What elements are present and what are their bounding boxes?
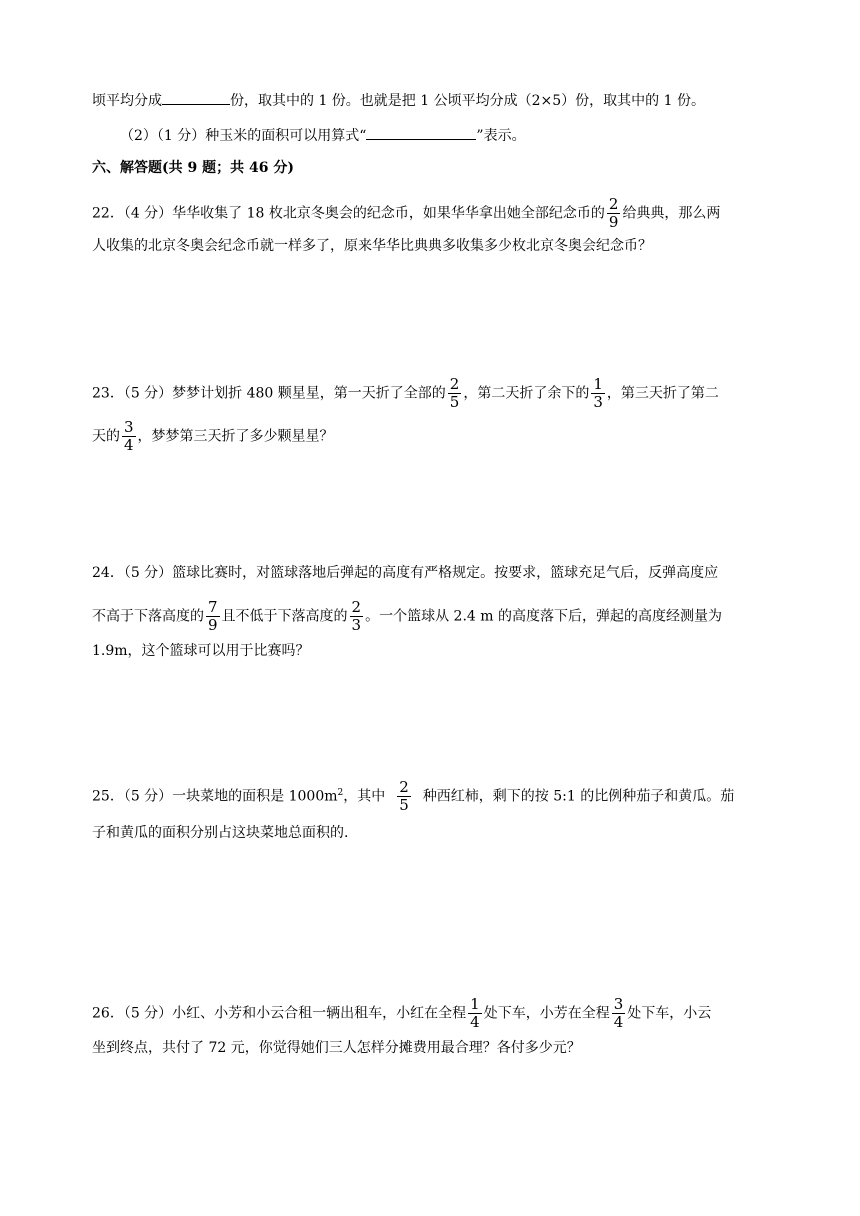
fraction-denominator: 9	[608, 213, 619, 231]
fraction	[206, 599, 220, 634]
fraction	[612, 996, 626, 1031]
q22-line1	[92, 196, 720, 231]
fraction-numerator: 3	[613, 995, 624, 1013]
q23-text-c: ，第三天折了第二	[606, 385, 719, 402]
q26-text-c: 处下车，小云	[627, 1005, 712, 1022]
q26-line2: 坐到终点，共付了 72 元，你觉得她们三人怎样分摊费用最合理？各付多少元？	[92, 1040, 581, 1056]
q24-line1: 24．（5 分）篮球比赛时，对篮球落地后弹起的高度有严格规定。按要求，篮球充足气后，反弹高度应	[92, 565, 719, 581]
fraction-numerator: 3	[124, 418, 134, 436]
answer-blank[interactable]	[162, 90, 230, 105]
fraction-numerator: 1	[593, 375, 603, 393]
q25-text-c: 种西红柿，剩下的按 5:1 的比例种茄子和黄瓜。茄	[422, 788, 735, 805]
fraction-denominator: 4	[470, 1013, 480, 1031]
fraction-numerator: 2	[449, 375, 460, 393]
q21-part2-text-b: ”表示。	[476, 128, 526, 144]
fraction-denominator: 5	[449, 393, 460, 411]
fraction-denominator: 4	[613, 1013, 624, 1031]
q23-text-d: 天的	[92, 428, 120, 445]
fraction-numerator: 1	[470, 995, 480, 1013]
q21-text-b: 份，取其中的 1 份。也就是把 1 公顷平均分成（2×5）份，取其中的 1 份。	[230, 93, 705, 109]
q25-text-a: 25．（5 分）一块菜地的面积是 1000m	[92, 788, 338, 805]
superscript: 2	[337, 787, 344, 798]
fraction-denominator: 4	[124, 436, 134, 454]
fraction	[468, 996, 482, 1031]
q22-text-a: 22．（4 分）华华收集了 18 枚北京冬奥会的纪念币，如果华华拿出她全部纪念币的	[92, 205, 605, 222]
fraction-numerator: 7	[208, 598, 218, 616]
section-title: 六、解答题(共 9 题；共 46 分)	[92, 160, 294, 176]
fraction	[448, 376, 462, 411]
q21-part2	[120, 125, 526, 146]
q24-text-c: 。一个篮球从 2.4 m 的高度落下后，弹起的高度经测量为	[365, 608, 722, 625]
fraction	[607, 196, 621, 231]
fraction	[122, 419, 136, 454]
fraction	[350, 599, 364, 634]
answer-blank[interactable]	[366, 125, 476, 140]
q21-line1	[92, 90, 705, 111]
q24-text-b: 且不低于下落高度的	[221, 608, 348, 625]
q25-line2: 子和黄瓜的面积分别占这块菜地总面积的.	[92, 825, 349, 841]
q23-text-e: ，梦梦第三天折了多少颗星星？	[137, 428, 334, 445]
fraction-denominator: 9	[208, 616, 218, 634]
fraction-numerator: 2	[351, 598, 362, 616]
q24-line3: 1.9m，这个篮球可以用于比赛吗？	[92, 643, 310, 659]
q23-text-a: 23．（5 分）梦梦计划折 480 颗星星，第一天折了全部的	[92, 385, 446, 402]
q25-text-b: ，其中	[343, 788, 386, 805]
q24-line2	[92, 599, 722, 634]
fraction	[591, 376, 605, 411]
q22-text-b: 给典典，那么两	[622, 205, 721, 222]
q21-text-a: 顷平均分成	[92, 93, 162, 109]
q26-text-b: 处下车，小芳在全程	[483, 1005, 610, 1022]
fraction-denominator: 3	[593, 393, 603, 411]
q26-text-a: 26．（5 分）小红、小芳和小云合租一辆出租车，小红在全程	[92, 1005, 467, 1022]
fraction-denominator: 5	[399, 796, 409, 814]
fraction	[397, 779, 411, 814]
q25-line1	[92, 779, 734, 814]
q26-line1	[92, 996, 711, 1031]
q23-line1	[92, 376, 719, 411]
fraction-numerator: 2	[608, 195, 619, 213]
q24-text-a: 不高于下落高度的	[92, 608, 204, 625]
q23-text-b: ，第二天折了余下的	[463, 385, 590, 402]
fraction-denominator: 3	[351, 616, 362, 634]
q23-line2	[92, 419, 334, 454]
q22-line2: 人收集的北京冬奥会纪念币就一样多了，原来华华比典典多收集多少枚北京冬奥会纪念币？	[92, 238, 652, 254]
q21-part2-text-a: （2）（1 分）种玉米的面积可以用算式“	[120, 128, 367, 144]
fraction-numerator: 2	[399, 778, 409, 796]
